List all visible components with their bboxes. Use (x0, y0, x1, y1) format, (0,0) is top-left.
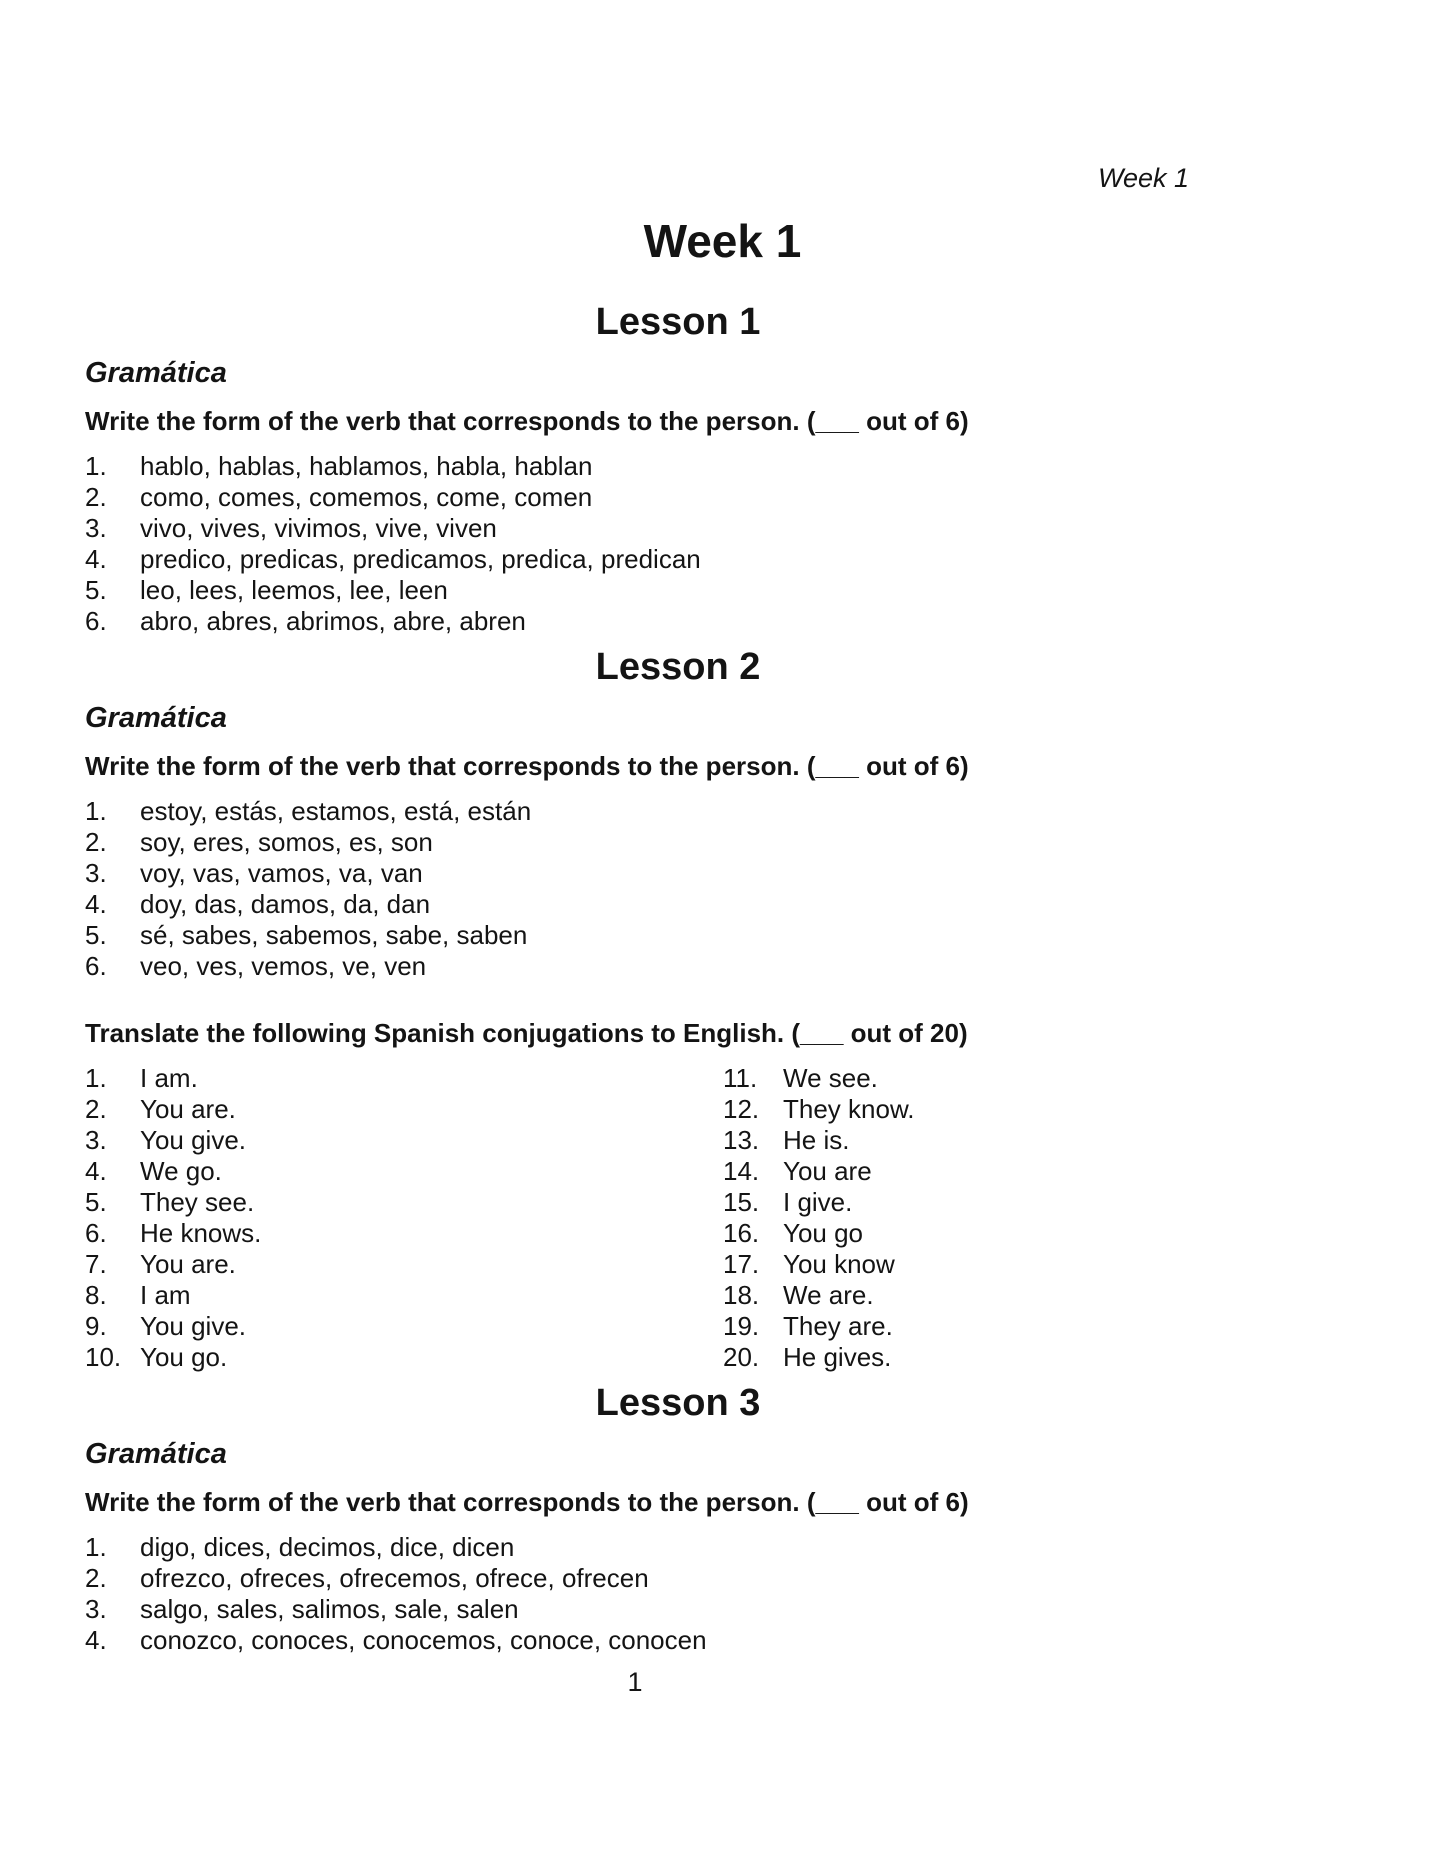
lessons-container (85, 300, 1271, 1656)
page-number: 1 (627, 1667, 643, 1697)
running-header: Week 1 (1097, 163, 1189, 193)
lesson-section (85, 1381, 1271, 1656)
item-number: 2. (85, 1563, 107, 1593)
list-item (85, 889, 1271, 920)
gramatica-heading: Gramática (85, 1438, 227, 1470)
list-item (723, 1249, 1271, 1280)
list-item (723, 1187, 1271, 1218)
item-text: I give. (783, 1187, 853, 1217)
item-number: 20. (723, 1342, 760, 1372)
item-number: 16. (723, 1218, 760, 1248)
list-item (85, 1218, 723, 1249)
list-item (723, 1063, 1271, 1094)
list-item (85, 1187, 723, 1218)
item-number: 5. (85, 920, 107, 950)
item-number: 7. (85, 1249, 107, 1279)
verb-list (85, 1532, 1271, 1656)
item-text: They know. (783, 1094, 915, 1124)
list-item (85, 1342, 723, 1373)
item-number: 2. (85, 482, 107, 512)
translate-instruction: Translate the following Spanish conjugations to English. (___ out of 20) (85, 1018, 968, 1048)
item-text: leo, lees, leemos, lee, leen (140, 575, 448, 605)
item-text: sé, sabes, sabemos, sabe, saben (140, 920, 528, 950)
list-item (723, 1094, 1271, 1125)
verb-list (85, 796, 1271, 982)
item-text: veo, ves, vemos, ve, ven (140, 951, 427, 981)
item-text: We are. (783, 1280, 874, 1310)
item-number: 2. (85, 1094, 107, 1124)
list-item (85, 1532, 1271, 1563)
list-item (85, 1311, 723, 1342)
list-item (85, 920, 1271, 951)
list-item (85, 575, 1271, 606)
list-item (85, 606, 1271, 637)
item-number: 19. (723, 1311, 760, 1341)
item-text: We see. (783, 1063, 878, 1093)
item-number: 17. (723, 1249, 760, 1279)
item-number: 1. (85, 451, 107, 481)
item-number: 4. (85, 544, 107, 574)
item-number: 18. (723, 1280, 760, 1310)
item-number: 1. (85, 796, 107, 826)
verb-list (85, 451, 1271, 637)
item-number: 12. (723, 1094, 760, 1124)
item-number: 4. (85, 1625, 107, 1655)
list-item (85, 796, 1271, 827)
item-number: 5. (85, 575, 107, 605)
item-number: 8. (85, 1280, 107, 1310)
item-text: I am (140, 1280, 191, 1310)
item-text: voy, vas, vamos, va, van (140, 858, 423, 888)
item-text: I am. (140, 1063, 198, 1093)
item-text: salgo, sales, salimos, sale, salen (140, 1594, 519, 1624)
item-text: We go. (140, 1156, 222, 1186)
item-number: 3. (85, 858, 107, 888)
list-item (723, 1218, 1271, 1249)
item-text: You are. (140, 1249, 236, 1279)
item-text: ofrezco, ofreces, ofrecemos, ofrece, ofrecen (140, 1563, 649, 1593)
list-item (723, 1342, 1271, 1373)
list-item (85, 858, 1271, 889)
item-number: 11. (723, 1063, 758, 1093)
item-text: You go (783, 1218, 864, 1248)
lesson-heading: Lesson 1 (595, 301, 761, 343)
item-number: 15. (723, 1187, 760, 1217)
item-number: 1. (85, 1063, 107, 1093)
page-title: Week 1 (643, 215, 802, 267)
list-item (85, 513, 1271, 544)
item-text: You give. (140, 1311, 247, 1341)
item-number: 14. (723, 1156, 760, 1186)
list-item (85, 1594, 1271, 1625)
item-text: You give. (140, 1125, 247, 1155)
item-text: You go. (140, 1342, 228, 1372)
lesson-heading: Lesson 2 (595, 646, 761, 688)
item-number: 10. (85, 1342, 122, 1372)
item-text: digo, dices, decimos, dice, dicen (140, 1532, 515, 1562)
item-text: He is. (783, 1125, 850, 1155)
item-number: 2. (85, 827, 107, 857)
lesson-section (85, 300, 1271, 637)
list-item (723, 1156, 1271, 1187)
translate-left-column (85, 1063, 723, 1373)
list-item (85, 451, 1271, 482)
item-number: 3. (85, 1594, 107, 1624)
list-item (85, 482, 1271, 513)
item-text: They see. (140, 1187, 255, 1217)
list-item (85, 1625, 1271, 1656)
list-item (85, 827, 1271, 858)
translate-columns (85, 1063, 1271, 1373)
item-number: 6. (85, 1218, 107, 1248)
list-item (85, 544, 1271, 575)
verb-instruction: Write the form of the verb that corresponds to the person. (___ out of 6) (85, 1487, 969, 1517)
item-text: abro, abres, abrimos, abre, abren (140, 606, 526, 636)
item-text: You know (783, 1249, 895, 1279)
item-text: predico, predicas, predicamos, predica, predican (140, 544, 701, 574)
item-number: 9. (85, 1311, 107, 1341)
item-number: 4. (85, 889, 107, 919)
item-number: 1. (85, 1532, 107, 1562)
list-item (85, 1280, 723, 1311)
item-number: 6. (85, 606, 107, 636)
item-text: He gives. (783, 1342, 892, 1372)
lesson-heading: Lesson 3 (595, 1382, 761, 1424)
list-item (85, 1063, 723, 1094)
item-text: soy, eres, somos, es, son (140, 827, 433, 857)
list-item (85, 951, 1271, 982)
item-text: estoy, estás, estamos, está, están (140, 796, 532, 826)
verb-instruction: Write the form of the verb that corresponds to the person. (___ out of 6) (85, 406, 969, 436)
item-number: 5. (85, 1187, 107, 1217)
item-number: 3. (85, 1125, 107, 1155)
gramatica-heading: Gramática (85, 357, 227, 389)
list-item (85, 1156, 723, 1187)
list-item (723, 1311, 1271, 1342)
lesson-section (85, 645, 1271, 1373)
item-number: 6. (85, 951, 107, 981)
item-number: 13. (723, 1125, 760, 1155)
item-text: You are (783, 1156, 872, 1186)
translate-block (85, 1016, 1271, 1373)
item-text: doy, das, damos, da, dan (140, 889, 431, 919)
item-text: conozco, conoces, conocemos, conoce, conocen (140, 1625, 707, 1655)
item-text: They are. (783, 1311, 893, 1341)
list-item (85, 1125, 723, 1156)
list-item (723, 1125, 1271, 1156)
list-item (723, 1280, 1271, 1311)
item-number: 3. (85, 513, 107, 543)
item-number: 4. (85, 1156, 107, 1186)
translate-right-column (723, 1063, 1271, 1373)
item-text: hablo, hablas, hablamos, habla, hablan (140, 451, 593, 481)
list-item (85, 1249, 723, 1280)
item-text: como, comes, comemos, come, comen (140, 482, 593, 512)
item-text: He knows. (140, 1218, 262, 1248)
list-item (85, 1563, 1271, 1594)
item-text: vivo, vives, vivimos, vive, viven (140, 513, 497, 543)
verb-instruction: Write the form of the verb that corresponds to the person. (___ out of 6) (85, 751, 969, 781)
item-text: You are. (140, 1094, 236, 1124)
gramatica-heading: Gramática (85, 702, 227, 734)
list-item (85, 1094, 723, 1125)
